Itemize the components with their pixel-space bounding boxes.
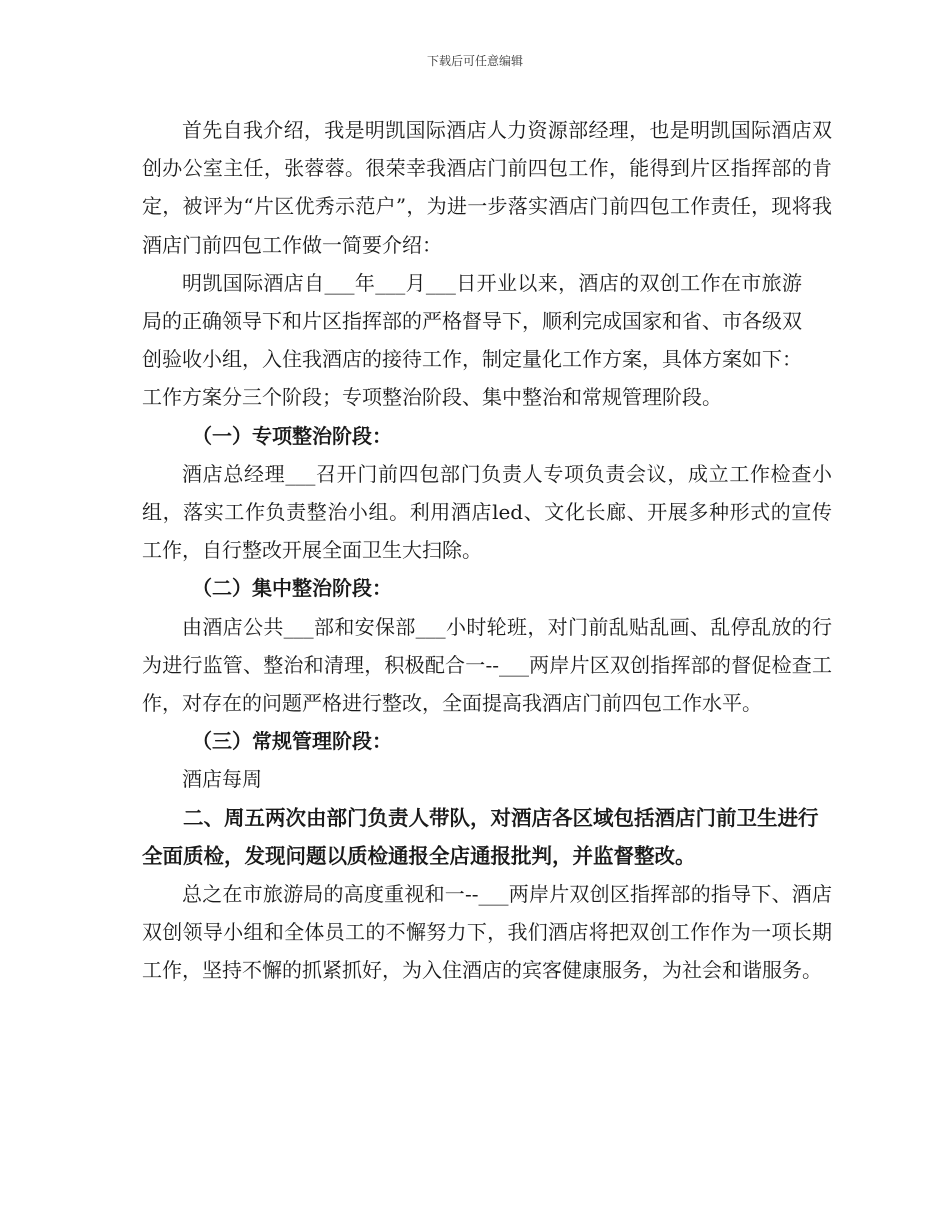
section-1-paragraph: 酒店总经理___召开门前四包部门负责人专项负责会议，成立工作检查小组，落实工作负责整治小组。利用酒店led、文化长廊、开展多种形式的宣传工作，自行整改开展全面卫生大扫除。 xyxy=(142,461,832,563)
section-1-heading: （一）专项整治阶段： xyxy=(192,423,392,448)
conclusion-paragraph: 总之在市旅游局的高度重视和一--___两岸片双创区指挥部的指导下、酒店双创领导小组和全体员工的不懈努力下，我们酒店将把双创工作作为一项长期工作，坚持不懈的抓紧抓好，为入住酒店的宾客健康服务，为社会和谐服务。 xyxy=(142,882,832,983)
section-3-paragraph: 酒店每周 xyxy=(182,767,262,792)
bold-statement-paragraph: 二、周五两次由部门负责人带队，对酒店各区域包括酒店门前卫生进行全面质检，发现问题以质检通报全店通报批判，并监督整改。 xyxy=(142,805,819,868)
document-body xyxy=(142,111,832,990)
page-header: 下载后可任意编辑 xyxy=(426,54,523,68)
overview-paragraph: 明凯国际酒店自___年___月___日开业以来，酒店的双创工作在市旅游局的正确领导下和片区指挥部的严格督导下，顺利完成国家和省、市各级双创验收小组，入住我酒店的接待工作，制定量化工作方案，具体方案如下：工作方案分三个阶段；专项整治阶段、集中整治和常规管理阶段。 xyxy=(142,270,802,410)
intro-paragraph: 首先自我介绍，我是明凯国际酒店人力资源部经理，也是明凯国际酒店双创办公室主任，张蓉蓉。很荣幸我酒店门前四包工作，能得到片区指挥部的肯定，被评为“片区优秀示范户”，为进一步落实酒店门前四包工作责任，现将我酒店门前四包工作做一简要介绍： xyxy=(142,118,832,257)
section-2-paragraph: 由酒店公共___部和安保部___小时轮班，对门前乱贴乱画、乱停乱放的行为进行监管、整治和清理，积极配合一--___两岸片区双创指挥部的督促检查工作，对存在的问题严格进行整改，全面提高我酒店门前四包工作水平。 xyxy=(142,614,832,716)
section-3-heading: （三）常规管理阶段： xyxy=(192,729,392,754)
section-2-heading: （二）集中整治阶段： xyxy=(192,576,392,601)
